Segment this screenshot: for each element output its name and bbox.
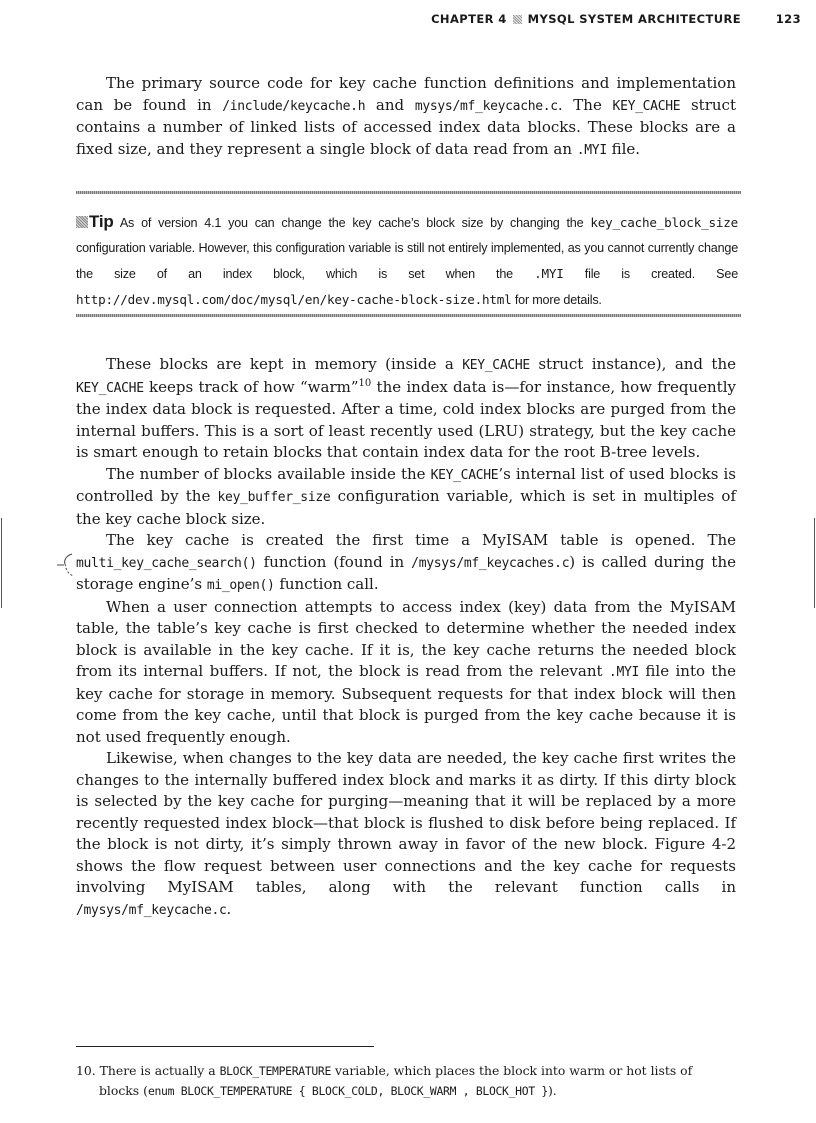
tip-text: Tip As of version 4.1 you can change the key cache’s block size by changing the key_cache_block_size configuration variable. However, this configuration variable is still not entirely implemented, as you cannot currently change the size of an index block, which is set when the .MYI file is created. See http://dev.mysql.com/doc/mysql/en/key-cache-block-size.html for more details.: [76, 212, 738, 307]
inline-code: BLOCK_TEMPERATURE: [219, 1064, 332, 1078]
inline-code: .MYI: [608, 665, 640, 680]
chapter-title: [431, 12, 741, 26]
inline-code: key_cache_block_size: [590, 215, 738, 230]
tip-label: Tip: [89, 212, 114, 231]
inline-code: multi_key_cache_search(): [76, 555, 257, 571]
inline-code: KEY_CACHE: [430, 467, 499, 483]
inline-code: /include/keycache.h: [222, 98, 366, 114]
footnote-number: 10.: [76, 1063, 96, 1078]
right-margin-line: [814, 518, 815, 608]
left-margin-line: [1, 518, 2, 608]
main-text: [76, 354, 736, 921]
inline-code: mysys/mf_keycache.c: [414, 98, 558, 114]
paragraph-6: Likewise, when changes to the key data are needed, the key cache first writes the changes to the internally buffered index block and marks it as dirty. If this dirty block is selected by the key cache for purging—meaning that it will be replaced by a more recently requested index block—that block is flushed to disk before being replaced. If the block is not dirty, it’s simply thrown away in favor of the new block. Figure 4-2 shows the flow request between user connections and the key cache for requests involving MyISAM tables, along with the relevant function calls in /mysys/mf_keycache.c.: [76, 749, 736, 918]
footnote-reference: 10: [358, 377, 372, 389]
inline-code: .MYI: [576, 142, 607, 158]
square-separator-icon: [513, 15, 522, 24]
tip-marker-icon: [76, 216, 88, 228]
inline-code: /mysys/mf_keycaches.c: [411, 555, 570, 571]
hyphen-break-mark-icon: [56, 550, 76, 580]
tip-bottom-rule: [76, 314, 741, 317]
chapter-label: CHAPTER 4: [431, 12, 507, 26]
page-number: 123: [775, 12, 801, 26]
intro-text: [76, 73, 736, 161]
paragraph-5: When a user connection attempts to access index (key) data from the MyISAM table, the table’s key cache is first checked to determine whether the needed index block is available in the key cache. If it is, the key cache returns the needed block from its internal buffers. If not, the block is read from the relevant .MYI file into the key cache for storage in memory. Subsequent requests for that index block will then come from the key cache, until that block is purged from the key cache because it is not used frequently enough.: [76, 597, 736, 746]
chapter-name: MYSQL SYSTEM ARCHITECTURE: [527, 12, 741, 26]
inline-code: KEY_CACHE: [76, 380, 144, 396]
footnote: [76, 1061, 736, 1101]
inline-code: mi_open(): [206, 578, 275, 593]
inline-code: KEY_CACHE: [462, 358, 530, 373]
inline-code: key_buffer_size: [217, 490, 331, 505]
tip-box: [76, 209, 738, 313]
inline-code: enum BLOCK_TEMPERATURE { BLOCK_COLD, BLOCK_WARM , BLOCK_HOT }: [147, 1084, 548, 1098]
inline-code: KEY_CACHE: [612, 98, 681, 114]
footnote-10: 10. There is actually a BLOCK_TEMPERATURE variable, which places the block into warm or hot lists of blocks (enum BLOCK_TEMPERATURE { BLOCK_COLD, BLOCK_WARM , BLOCK_HOT }).: [76, 1063, 693, 1098]
paragraph-2: These blocks are kept in memory (inside a KEY_CACHE struct instance), and the KEY_CACHE keeps track of how “warm”$^{10}$ the index data is—for instance, how frequently the index data block is requested. After a time, cold index blocks are purged from the internal buffers. This is a sort of least recently used (LRU) strategy, but the key cache is smart enough to retain blocks that contain index data for the root B-tree levels.: [76, 355, 736, 461]
inline-code: /mysys/mf_keycache.c: [76, 902, 227, 918]
footnote-rule: [76, 1046, 374, 1047]
paragraph-1: The primary source code for key cache function definitions and implementation can be found in /include/keycache.h and mysys/mf_keycache.c. The KEY_CACHE struct contains a number of linked lists of accessed index data blocks. These blocks are a fixed size, and they represent a single block of data read from an .MYI file.: [76, 74, 736, 158]
inline-code: .MYI: [534, 266, 564, 281]
paragraph-4: The key cache is created the first time a MyISAM table is opened. The multi_key_cache_search() function (found in /mysys/mf_keycaches.c) is called during the storage engine’s mi_open() function call.: [76, 531, 736, 593]
tip-top-rule: [76, 191, 741, 194]
paragraph-3: The number of blocks available inside the KEY_CACHE’s internal list of used blocks is controlled by the key_buffer_size configuration variable, which is set in multiples of the key cache block size.: [76, 464, 737, 528]
running-header: [0, 12, 816, 32]
tip-url: http://dev.mysql.com/doc/mysql/en/key-cache-block-size.html: [76, 292, 512, 307]
